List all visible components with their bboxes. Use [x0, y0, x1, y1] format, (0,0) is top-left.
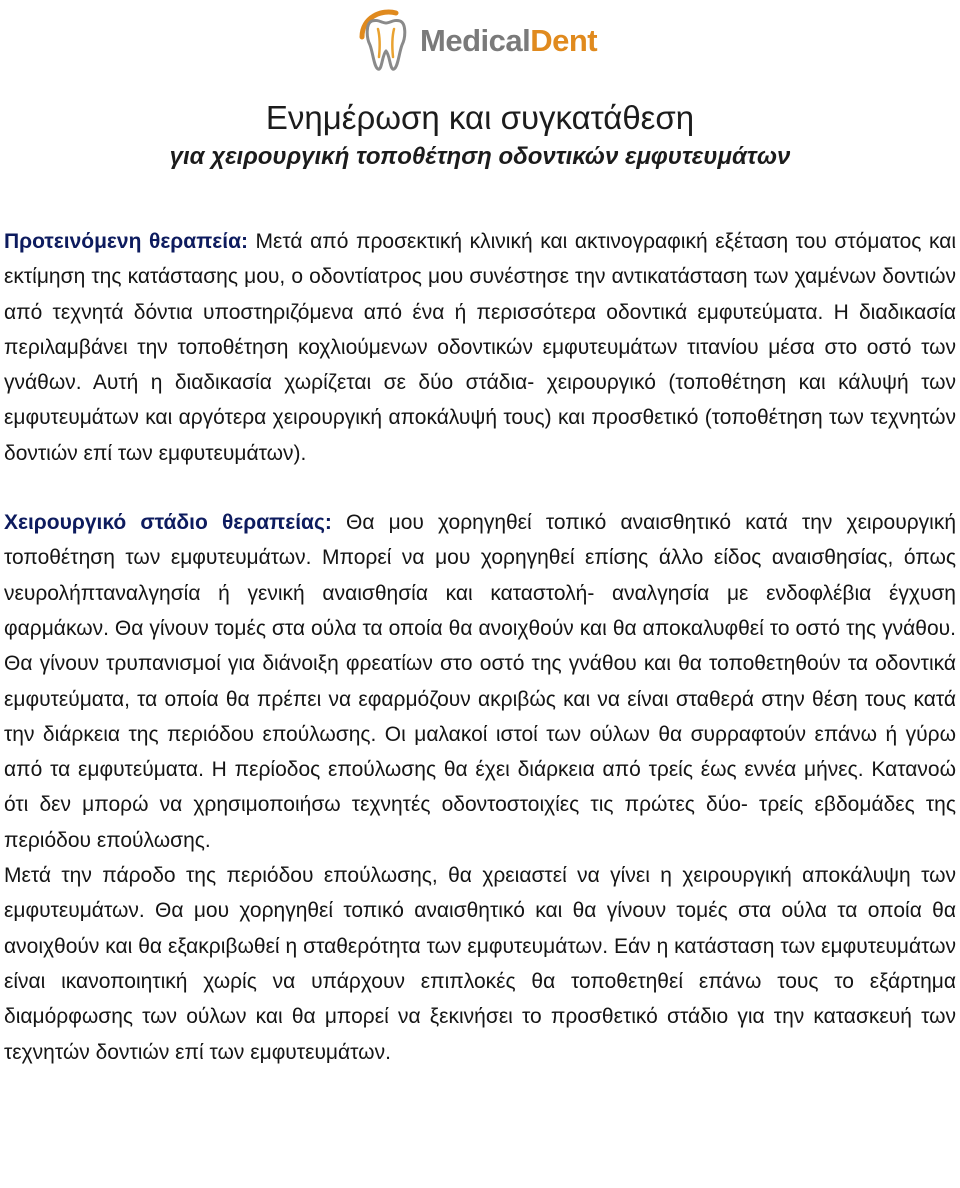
document-header	[0, 96, 960, 174]
medicaldent-logo	[356, 6, 606, 76]
logo-text-medical: Medical	[420, 23, 531, 58]
document-subtitle: για χειρουργική τοποθέτηση οδοντικών εμφυτευμάτων	[169, 143, 791, 170]
section-label-surgical: Χειρουργικό στάδιο θεραπείας:	[4, 511, 332, 535]
section-text-proposed: Μετά από προσεκτική κλινική και ακτινογραφική εξέταση του στόματος και εκτίμηση της κατάστασης μου, ο οδοντίατρος μου συνέστησε την αντικατάσταση των χαμένων δοντιών από τεχνητά δόντια υποστηριζόμενα από ένα ή περισσότερα οδοντικά εμφυτεύματα. Η διαδικασία περιλαμβάνει την τοποθέτηση κοχλιούμενων οδοντικών εμφυτευμάτων τιτανίου μέσα στο οστό των γνάθων. Αυτή η διαδικασία χωρίζεται σε δύο στάδια- χειρουργικό (τοποθέτηση και κάλυψή των εμφυτευμάτων και αργότερα χειρουργική αποκάλυψή τους) και προσθετικό (τοποθέτηση των τεχνητών δοντιών επί των εμφυτευμάτων).	[4, 230, 957, 465]
logo-wordmark	[420, 23, 597, 59]
paragraph-surgical-stage	[4, 505, 956, 858]
document-body	[4, 224, 956, 1070]
section-label-proposed: Προτεινόμενη θεραπεία:	[4, 230, 248, 253]
document-title: Ενημέρωση και συγκατάθεση	[265, 99, 695, 136]
paragraph-after-healing	[4, 858, 956, 1070]
logo-text-dent: Dent	[530, 23, 598, 58]
section-text-after: Μετά την πάροδο της περιόδου επούλωσης, θα χρειαστεί να γίνει η χειρουργική αποκάλυψη των εμφυτευμάτων. Θα μου χορηγηθεί τοπικό αναισθητικό και θα γίνουν τομές στα ούλα τα οποία θα ανοιχθούν και θα εξακριβωθεί η σταθερότητα των εμφυτευμάτων. Εάν η κατάσταση των εμφυτευμάτων είναι ικανοποιητική χωρίς να υπάρχουν επιπλοκές θα τοποθετηθεί επάνω τους το εξάρτημα διαμόρφωσης των ούλων και θα μπορεί να ξεκινήσει το προσθετικό στάδιο για την κατασκευή των τεχνητών δοντιών επί των εμφυτευμάτων.	[4, 864, 956, 1064]
section-text-surgical: Θα μου χορηγηθεί τοπικό αναισθητικό κατά την χειρουργική τοποθέτηση των εμφυτευμάτων. Μπορεί να μου χορηγηθεί επίσης άλλο είδος αναισθησίας, όπως νευρολήπταναλγησία ή γενική αναισθησία και καταστολή- αναλγησία με ενδοφλέβια έγχυση φαρμάκων. Θα γίνουν τομές στα ούλα τα οποία θα ανοιχθούν και θα αποκαλυφθεί το οστό της γνάθου. Θα γίνουν τρυπανισμοί για διάνοιξη φρεατίων στο οστό της γνάθου και θα τοποθετηθούν τα οδοντικά εμφυτεύματα, τα οποία θα πρέπει να εφαρμόζουν ακριβώς και να είναι σταθερά στην θέση τους κατά την διάρκεια της περιόδου επούλωσης. Οι μαλακοί ιστοί των ούλων θα συρραφτούν επάνω ή γύρω από τα εμφυτεύματα. Η περίοδος επούλωσης θα έχει διάρκεια από τρείς έως εννέα μήνες. Κατανοώ ότι δεν μπορώ να χρησιμοποιήσω τεχνητές οδοντοστοιχίες τις πρώτες δύο- τρείς εβδομάδες της περιόδου επούλωσης.	[4, 511, 956, 852]
paragraph-proposed-treatment	[4, 224, 956, 471]
tooth-logo-icon	[356, 7, 416, 75]
